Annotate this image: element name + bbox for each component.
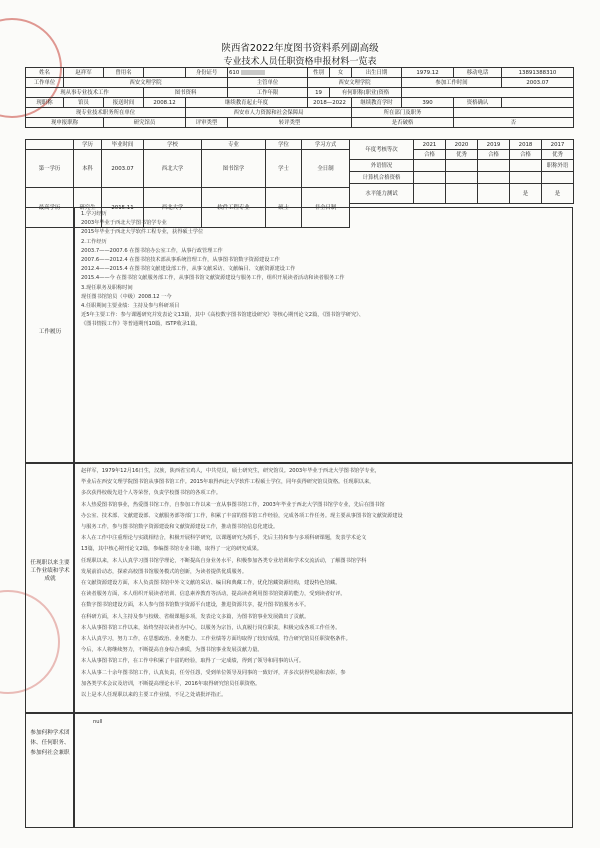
highest-edu-label: 最高学历 <box>26 188 74 228</box>
review-label: 评审类型 <box>186 118 228 128</box>
assessment-table <box>349 139 574 204</box>
start-work-label: 参加工作时间 <box>402 78 502 88</box>
work-history-line: 2012.4——2015.4 在图书馆文献建设部工作，从事文献采访、文献编目、文献资源建设工作 <box>81 266 296 273</box>
gender-value: 女 <box>330 68 352 78</box>
years-label: 年度考核等次 <box>350 140 414 160</box>
current-title-label: 现职称 <box>26 98 64 108</box>
work-history-line: 2003年毕业于西北大学图书馆学专业 <box>81 220 167 227</box>
ability-cell: 是 <box>542 184 574 204</box>
highest-edu-title: 硕士 <box>266 188 302 228</box>
grade-cell: 合格 <box>510 150 542 160</box>
work-history-line: 现任图书馆馆员（中级）2008.12 一今 <box>81 293 172 300</box>
highest-edu-degree: 研究生 <box>74 188 102 228</box>
continuing-edu-label: 继续教育起止年度 <box>186 98 308 108</box>
year-cell: 2019 <box>478 140 510 150</box>
unit-level-value: 西安市人力资源和社会保障局 <box>186 108 352 118</box>
summary-line: 任现职以来，本人认真学习图书馆学理论，不断提高自身业务水平，积极参加各类专业培训和学术交流活动，了解图书馆学科 <box>81 557 367 564</box>
current-field-value: 图书资料 <box>144 88 228 98</box>
summary-line: 今后，本人将继续努力，不断提高自身综合素质，为图书馆事业发展贡献力量。 <box>81 647 263 654</box>
name-label: 姓名 <box>26 68 64 78</box>
first-edu-grad: 2003.07 <box>102 150 144 188</box>
summary-line: 多次获得校级先进个人等荣誉，负责学校图书馆的各项工作。 <box>81 490 222 497</box>
social-label-cell <box>25 713 74 828</box>
work-history-line: 1.学习经历 <box>81 211 107 217</box>
foreign-label: 外语情况 <box>350 160 414 172</box>
edu-header-mode: 学习方式 <box>302 140 350 150</box>
first-edu-degree: 本科 <box>74 150 102 188</box>
work-history-line: 3.现任职务及职称时间 <box>81 284 133 291</box>
name-value: 赵祥军 <box>64 68 104 78</box>
qualification-label: 有何职称(职业)资格 <box>330 88 402 98</box>
exception-label: 是否破格 <box>352 118 454 128</box>
report-time-label: 报送时间 <box>104 98 144 108</box>
start-work-value: 2003.07 <box>502 78 574 88</box>
highest-edu-school: 西北大学 <box>144 188 202 228</box>
year-cell: 2017 <box>542 140 574 150</box>
continuing-hours-label: 继续教育学时 <box>352 98 402 108</box>
former-name-label: 曾用名 <box>104 68 144 78</box>
redaction-mark <box>241 70 265 75</box>
first-edu-mode: 全日制 <box>302 150 350 188</box>
work-history-body <box>74 207 573 463</box>
highest-edu-mode: 非全日制 <box>302 188 350 228</box>
qualified-value <box>502 98 574 108</box>
summary-line: 在文献资源建设方面，本人负责图书馆中外文文献的采访、编目和典藏工作，优化馆藏资源结构，建设特色馆藏。 <box>81 580 341 587</box>
exception-value: 否 <box>454 118 574 128</box>
summary-line: 与服务工作，参与图书馆数字资源建设和文献资源建设工作，推动图书馆信息化建设。 <box>81 524 279 531</box>
work-history-label-cell <box>25 207 74 463</box>
edu-header-major: 专业 <box>202 140 266 150</box>
work-history-line: 2003.7——2007.6 在图书馆办公室工作，从事行政管理工作 <box>81 247 223 254</box>
social-value: null <box>93 719 103 725</box>
report-time-value: 2008.12 <box>144 98 186 108</box>
work-unit-value: 西安文理学院 <box>64 78 228 88</box>
summary-line: 13篇，其中核心期刊论文2篇，参编图书馆专业书籍，取得了一定的研究成果。 <box>81 546 263 553</box>
summary-line: 加各类学术会议及培训，不断提高理论水平，2016年取得研究馆员任职资格。 <box>81 680 261 687</box>
id-cell <box>228 68 308 78</box>
summary-line: 发展前沿动态，探索高校图书馆服务模式的创新，为读者提供优质服务。 <box>81 568 248 575</box>
summary-line: 办公室、技术部、文献建设部、文献服务部等部门工作，积累了丰富的图书馆工作经验，完成各项工作任务。现主要从事图书馆文献资源建设 <box>81 512 403 519</box>
year-cell: 2021 <box>414 140 446 150</box>
education-corner <box>26 140 74 150</box>
dept-value <box>454 108 574 118</box>
foreign-cell <box>478 160 510 172</box>
work-unit-label: 工作单位 <box>26 78 64 88</box>
birth-value: 1979.12 <box>402 68 454 78</box>
work-history-line: 2015年毕业于西北大学软件工程专业，获得硕士学位 <box>81 229 204 236</box>
highest-edu-major: 软件工程专业 <box>202 188 266 228</box>
work-history-line: 《图书情报工作》等普通期刊10篇，ISTP收录1篇。 <box>81 321 201 328</box>
foreign-cell <box>414 160 446 172</box>
title-line-1: 陕西省2022年度图书资料系列副高级 <box>221 43 379 54</box>
summary-line: 本人热爱图书馆事业，热爱图书馆工作，自参加工作以来一直从事图书馆工作，2003年毕业于西北大学图书馆学专业，先后在图书馆 <box>81 501 385 508</box>
qualified-label: 资格确认 <box>454 98 502 108</box>
computer-cell <box>414 172 446 184</box>
summary-line: 在科研方面，本人主持及参与校级、省级课题多项，发表论文多篇，为图书馆事业发展做出了贡献。 <box>81 613 310 620</box>
first-edu-title: 学士 <box>266 150 302 188</box>
ability-cell: 是 <box>510 184 542 204</box>
highest-edu-grad: 2015.11 <box>102 188 144 228</box>
ability-cell <box>478 184 510 204</box>
work-history-line: 2015.4——今 在图书馆文献服务部工作，从事图书馆文献资源建设与服务工作，组织开展读者活动和读者服务工作 <box>81 275 345 282</box>
mobile-label: 移动电话 <box>454 68 502 78</box>
summary-label: 任现职以来主要工作业绩和学术成就 <box>30 560 70 582</box>
summary-body <box>74 463 573 713</box>
summary-line: 本人在工作中注重理论与实践相结合，积极开展科学研究，以课题研究为抓手，先后主持和参与多项科研课题，发表学术论文 <box>81 535 367 542</box>
edu-header-degree-title: 学位 <box>266 140 302 150</box>
summary-line: 本人从事图书馆工作以来，始终坚持以读者为中心，以服务为宗旨，认真履行岗位职责，积极完成各项工作任务。 <box>81 624 341 631</box>
grade-cell: 合格 <box>478 150 510 160</box>
ability-cell <box>446 184 478 204</box>
first-edu-school: 西北大学 <box>144 150 202 188</box>
summary-line: 在读者服务方面，本人组织开展读者培训、信息素养教育等活动，提高读者利用图书馆资源的能力，受到读者好评。 <box>81 591 346 598</box>
mobile-value: 13891388310 <box>502 68 574 78</box>
birth-label: 出生日期 <box>352 68 402 78</box>
mode-value: 研究馆员 <box>104 118 186 128</box>
foreign-cell: 职称外语 <box>542 160 574 172</box>
basic-info-table <box>25 67 574 128</box>
work-years-value: 19 <box>308 88 330 98</box>
work-history-line: 2.工作经历 <box>81 238 107 245</box>
year-cell: 2020 <box>446 140 478 150</box>
edu-header-degree: 学历 <box>74 140 102 150</box>
summary-line: 本人认真学习，努力工作，在思想政治、业务能力、工作业绩等方面均取得了较好成绩，符合研究馆员任职资格条件。 <box>81 636 351 643</box>
mode-label: 现申报职称 <box>26 118 104 128</box>
competent-value: 西安文理学院 <box>308 78 402 88</box>
summary-line: 本人从事二十余年图书馆工作，认真负责，任劳任怨，受到单位领导及同事的一致好评，并多次获得奖励和表彰，参 <box>81 669 346 676</box>
current-title-value: 馆员 <box>64 98 104 108</box>
first-edu-label: 第一学历 <box>26 150 74 188</box>
grade-cell: 优秀 <box>446 150 478 160</box>
social-body <box>74 713 573 828</box>
summary-line: 本人从事图书馆工作，在工作中积累了丰富的经验，取得了一定成绩，得到了领导和同事的认可。 <box>81 658 305 665</box>
foreign-cell <box>510 160 542 172</box>
work-history-line: 近5年主要工作：参与课题研究并发表论文13篇，其中《高校数字图书馆建设研究》等核心期刊论文2篇，《图书馆学研究》、 <box>81 312 364 319</box>
continuing-edu-value: 2018—2022 <box>308 98 352 108</box>
ability-cell <box>414 184 446 204</box>
id-label: 身份证号 <box>186 68 228 78</box>
qualification-value <box>402 88 574 98</box>
competent-label: 主管单位 <box>228 78 308 88</box>
id-value: 610 <box>229 69 240 76</box>
edu-header-grad: 毕业时间 <box>102 140 144 150</box>
gender-label: 性别 <box>308 68 330 78</box>
work-history-text <box>81 210 569 460</box>
former-name-value <box>144 68 186 78</box>
computer-cell <box>446 172 478 184</box>
summary-line: 赵祥军，1979年12月16日生，汉族，陕西省宝鸡人，中共党员，硕士研究生，研究馆员。2003年毕业于西北大学图书馆学专业， <box>81 468 380 474</box>
social-label: 参加何种学术团体、任何职务、参加何社会兼职 <box>30 730 70 756</box>
current-field-label: 现从事专业技术工作 <box>26 88 144 98</box>
edu-header-school: 学校 <box>144 140 202 150</box>
summary-label-cell <box>25 463 74 713</box>
summary-line: 毕业后在西安文理学院图书馆从事图书馆工作。2015年取得西北大学软件工程硕士学位，同年获得研究馆员资格。任现职以来， <box>81 479 375 486</box>
grade-cell: 优秀 <box>542 150 574 160</box>
computer-label: 计算机合格资格 <box>350 172 414 184</box>
continuing-hours-value: 390 <box>402 98 454 108</box>
summary-line: 在数字图书馆建设方面，本人参与图书馆数字资源平台建设，推进资源共享，提升图书馆服务水平。 <box>81 602 310 609</box>
grade-cell: 合格 <box>414 150 446 160</box>
work-history-line: 2007.6——2012.4 在图书馆技术部从事系统管理工作，从事图书馆数字资源建设工作 <box>81 257 280 264</box>
work-history-line: 4.任职期间主要业绩：主持及参与科研项目 <box>81 303 180 310</box>
summary-text <box>81 466 569 712</box>
first-edu-major: 图书馆学 <box>202 150 266 188</box>
foreign-cell <box>446 160 478 172</box>
computer-cell <box>542 172 574 184</box>
unit-level-label: 现专业技术职务所在单位 <box>26 108 186 118</box>
dept-label: 所在部门及职务 <box>352 108 454 118</box>
summary-line: 以上是本人任现职以来的主要工作业绩，不足之处请批评指正。 <box>81 692 227 699</box>
computer-cell <box>478 172 510 184</box>
ability-label: 水平能力测试 <box>350 184 414 204</box>
work-years-label: 工作年限 <box>228 88 308 98</box>
review-value: 转评类型 <box>228 118 352 128</box>
title-line-2: 专业技术人员任职资格申报材料一览表 <box>223 57 377 67</box>
work-history-label: 工作履历 <box>38 329 62 335</box>
year-cell: 2018 <box>510 140 542 150</box>
computer-cell <box>510 172 542 184</box>
